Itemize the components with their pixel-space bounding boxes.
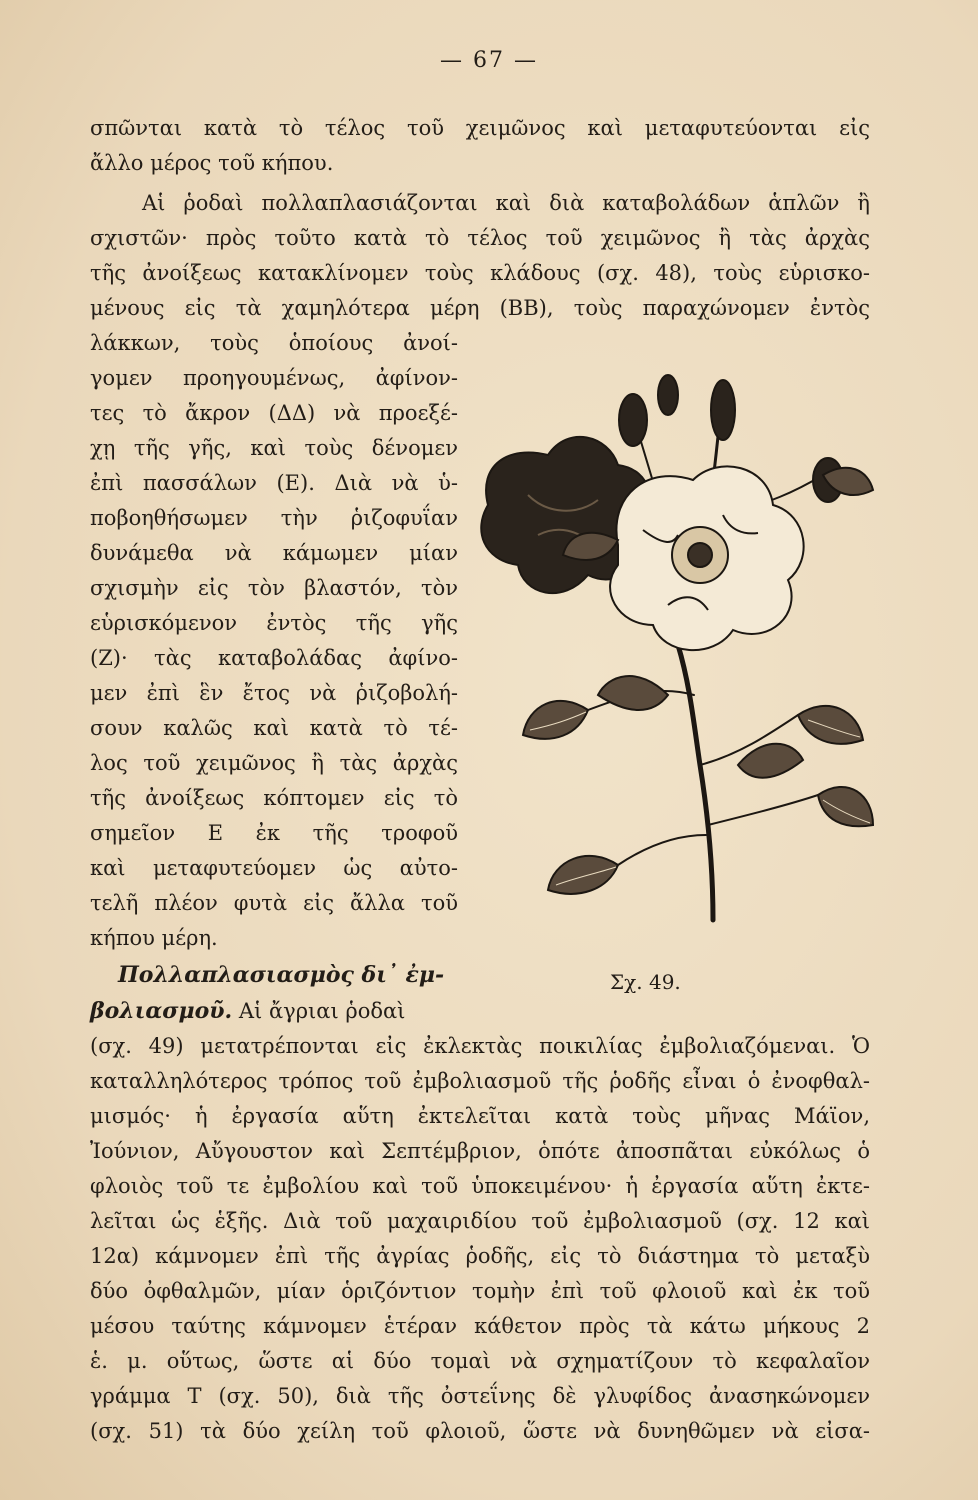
text-line: τελῆ πλέον φυτὰ εἰς ἄλλα τοῦ [90, 891, 458, 915]
text-line: ἐπὶ πασσάλων (Ε). Διὰ νὰ ὑ- [90, 471, 458, 495]
paragraph-start-line: Αἱ ῥοδαὶ πολλαπλασιάζονται καὶ διὰ καταβολάδων ἁπλῶν ἢ [142, 191, 870, 215]
text-line: μέσου ταύτης κάμνομεν ἑτέραν κάθετον πρὸς τὰ κάτω μήκους 2 [90, 1314, 870, 1338]
text-line: ἄλλο μέρος τοῦ κήπου. [90, 151, 334, 175]
text-line: λάκκων, τοὺς ὁποίους ἀνοί- [90, 331, 458, 355]
text-line: δυνάμεθα νὰ κάμωμεν μίαν [90, 541, 458, 565]
section-heading: Πολλαπλασιασμὸς δι᾽ ἐμ- [118, 962, 445, 988]
text-line: γομεν προηγουμένως, ἀφίνον- [90, 366, 458, 390]
figure-caption: Σχ. 49. [610, 970, 681, 994]
text-line: (σχ. 51) τὰ δύο χείλη τοῦ φλοιοῦ, ὥστε νὰ δυνηθῶμεν νὰ εἰσα- [90, 1419, 870, 1443]
text-line: τῆς ἀνοίξεως κόπτομεν εἰς τὸ [90, 786, 458, 810]
text-line: τῆς ἀνοίξεως κατακλίνομεν τοὺς κλάδους (σχ. 48), τοὺς εὑρισκο- [90, 261, 870, 285]
text-line: 12α) κάμνομεν ἐπὶ τῆς ἀγρίας ῥοδῆς, εἰς τὸ διάστημα τὸ μεταξὺ [90, 1244, 870, 1268]
text-line: σχιστῶν· πρὸς τοῦτο κατὰ τὸ τέλος τοῦ χειμῶνος ἢ τὰς ἀρχὰς [90, 226, 870, 250]
open-rose-icon [610, 466, 804, 650]
text-line: χῃ τῆς γῆς, καὶ τοὺς δένομεν [90, 436, 458, 460]
text-line: γράμμα Τ (σχ. 50), διὰ τῆς ὀστεΐνης δὲ γλυφίδος ἀνασηκώνομεν [90, 1384, 870, 1408]
text-line: τες τὸ ἄκρον (ΔΔ) νὰ προεξέ- [90, 401, 458, 425]
section-heading-end: βολιασμοῦ. [90, 998, 233, 1024]
text-line: φλοιὸς τοῦ τε ἐμβολίου καὶ τοῦ ὑποκειμένου· ἡ ἐργασία αὕτη ἐκτε- [90, 1174, 870, 1198]
text-line: (σχ. 49) μετατρέπονται εἰς ἐκλεκτὰς ποικιλίας ἐμβολιαζόμεναι. Ὁ [90, 1034, 870, 1058]
text-line: σπῶνται κατὰ τὸ τέλος τοῦ χειμῶνος καὶ μεταφυτεύονται εἰς [90, 116, 870, 140]
text-line: σουν καλῶς καὶ κατὰ τὸ τέ- [90, 716, 458, 740]
text-line: μεν ἐπὶ ἓν ἔτος νὰ ῥιζοβολή- [90, 681, 458, 705]
text-line: ποβοηθήσωμεν τὴν ῥιζοφυΐαν [90, 506, 458, 530]
rose-illustration [468, 365, 878, 925]
page-number: — 67 — [440, 48, 538, 73]
text-line: λεῖται ὡς ἑξῆς. Διὰ τοῦ μαχαιριδίου τοῦ ἐμβολιασμοῦ (σχ. 12 καὶ [90, 1209, 870, 1233]
text-line: μένους εἰς τὰ χαμηλότερα μέρη (ΒΒ), τοὺς παραχώνομεν ἐντὸς [90, 296, 870, 320]
text-line: μισμός· ἡ ἐργασία αὕτη ἐκτελεῖται κατὰ τοὺς μῆνας Μάϊον, [90, 1104, 870, 1128]
text-line: δύο ὀφθαλμῶν, μίαν ὁριζόντιον τομὴν ἐπὶ τοῦ φλοιοῦ καὶ ἐκ τοῦ [90, 1279, 870, 1303]
text-line: καταλληλότερος τρόπος τοῦ ἐμβολιασμοῦ τῆς ῥοδῆς εἶναι ὁ ἐνοφθαλ- [90, 1069, 870, 1093]
text-line: σημεῖον Ε ἐκ τῆς τροφοῦ [90, 821, 458, 845]
text-line: καὶ μεταφυτεύομεν ὡς αὐτο- [90, 856, 458, 880]
text-line: Ἰούνιον, Αὔγουστον καὶ Σεπτέμβριον, ὁπότε ἀποσπᾶται εὐκόλως ὁ [90, 1139, 870, 1163]
text-line-tail: Αἱ ἄγριαι ῥοδαὶ [232, 999, 406, 1023]
text-line: εὑρισκόμενον ἐντὸς τῆς γῆς [90, 611, 458, 635]
text-line: σχισμὴν εἰς τὸν βλαστόν, τὸν [90, 576, 458, 600]
heading-continuation-line [90, 996, 405, 1026]
text-line: (Ζ)· τὰς καταβολάδας ἀφίνο- [90, 646, 458, 670]
text-line: κήπου μέρη. [90, 926, 218, 950]
text-line: λος τοῦ χειμῶνος ἢ τὰς ἀρχὰς [90, 751, 458, 775]
text-line: ἑ. μ. οὕτως, ὥστε αἱ δύο τομαὶ νὰ σχηματίζουν τὸ κεφαλαῖον [90, 1349, 870, 1373]
